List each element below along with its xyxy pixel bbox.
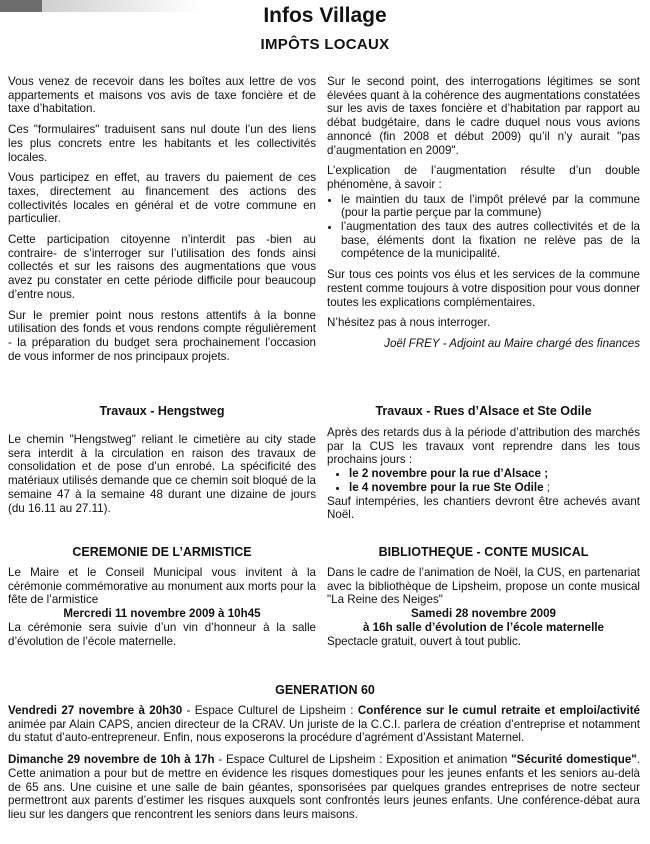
event-title: Conférence sur le cumul retraite et emploi/activité <box>357 704 640 717</box>
impots-paragraph: Cette participation citoyenne n’interdit pas -bien au contraire- de s’interroger sur l’utilisation des fonds ainsi collectés et sur les raisons des augmentations que vous avez pu constater en cette période difficile pour beaucoup d’entre nous. <box>8 233 316 301</box>
armistice-after: La cérémonie sera suivie d’un vin d’honneur à la salle d’évolution de l’école maternelle. <box>8 620 316 648</box>
impots-right-column <box>327 75 640 358</box>
heading-generation: GENERATION 60 <box>275 683 375 697</box>
list-item: • le 2 novembre pour la rue d’Alsace ; <box>349 467 640 481</box>
armistice-block <box>8 566 316 648</box>
event-description: . Cette animation a pour but de mettre en évidence les risques domestiques pour les jeunes enfants et les seniors au-delà de 65 ans. Une cuisine et une salle de bain géantes, sponsorisées par quelques grandes entreprises de notre secteur permettront aux parents d’estimer les risques auxquels sont confrontés leurs jeunes enfants. Une conférence-débat aura lieu sur les dangers que rencontrent les seniors dans leurs maisons. <box>8 753 640 821</box>
list-item: • le maintien du taux de l’impôt prélevé par la commune (pour la partie perçue par la commune) <box>341 193 640 220</box>
generation-block <box>8 704 640 830</box>
bibliotheque-text: Dans le cadre de l’animation de Noël, la CUS, en partenariat avec la bibliothèque de Lipsheim, propose un conte musical "La Reine des Neiges" <box>327 566 640 607</box>
impots-paragraph: N’hésitez pas à nous interroger. <box>327 316 491 330</box>
impots-paragraph: L’explication de l’augmentation résulte d’un double phénomène, à savoir : <box>327 164 640 191</box>
alsace-intro: Après des retards dus à la période d’attribution des marchés par la CUS les travaux vont reprendre dans les tous prochains jours : <box>327 426 640 467</box>
alsace-outro: Sauf intempéries, les chantiers devront être achevés avant Noël. <box>327 494 640 522</box>
impots-paragraph: Sur le premier point nous restons attentifs à la bonne utilisation des fonds et vous rendons compte régulièrement - la préparation du budget sera prochainement l’occasion de vous informer de nos principaux projets. <box>8 308 316 363</box>
alsace-bullet-list <box>327 467 640 494</box>
bibliotheque-after: Spectacle gratuit, ouvert à tout public. <box>327 634 521 648</box>
impots-bullet-list <box>327 193 640 262</box>
impots-paragraph: Sur le second point, des interrogations légitimes se sont élevées quant à la cohérence des augmentations constatées sur les avis de taxes foncière et d’habitation par rapport au débat budgétaire, dans le cadre duquel nous vous avions annoncé (fin 2008 et début 2009) qu’il n’y aurait "pas d’augmentation en 2009". <box>327 75 640 157</box>
event-date: Vendredi 27 novembre à 20h30 <box>8 704 183 717</box>
heading-armistice: CEREMONIE DE L’ARMISTICE <box>72 545 252 559</box>
bibliotheque-place: à 16h salle d’évolution de l’école maternelle <box>363 620 604 634</box>
impots-paragraph: Ces "formulaires" traduisent sans nul doute l’un des liens les plus concrets entre les habitants et les collectivités locales. <box>8 123 316 164</box>
event-description: animée par Alain CAPS, ancien directeur de la CRAV. Un juriste de la C.C.I. parlera de création d’entreprise et notamment du statut d’auto-entrepreneur. Enfin, nous exposerons la procédure d’agrément d’Assistant Maternel. <box>8 717 640 745</box>
impots-paragraph: Vous venez de recevoir dans les boîtes aux lettre de vos appartements et maisons vos avis de taxe foncière et de taxe d’habitation. <box>8 75 316 116</box>
list-item-bold: le 4 novembre pour la rue Ste Odile <box>349 480 544 494</box>
impots-paragraph: Vous participez en effet, au travers du paiement de ces taxes, directement au financement des actions des collectivités locales en général et de votre commune en particulier. <box>8 171 316 226</box>
impots-paragraph: Sur tous ces points vos élus et les services de la commune restent comme toujours à votre disposition pour vous donner toutes les explications complémentaires. <box>327 268 640 309</box>
event-title: "Sécurité domestique" <box>511 753 637 767</box>
event-place: - Espace Culturel de Lipsheim : <box>182 704 358 717</box>
armistice-text: Le Maire et le Conseil Municipal vous invitent à la cérémonie commémorative au monument aux morts pour la fête de l’armistice <box>8 566 316 607</box>
impots-left-column <box>8 75 316 370</box>
heading-bibliotheque: BIBLIOTHEQUE - CONTE MUSICAL <box>378 545 589 559</box>
event-place: - Espace Culturel de Lipsheim : Exposition et animation <box>214 753 512 767</box>
page-title: Infos Village <box>263 4 387 27</box>
armistice-date: Mercredi 11 novembre 2009 à 10h45 <box>63 607 261 621</box>
signature: Joël FREY - Adjoint au Maire chargé des finances <box>384 336 640 350</box>
generation-paragraph <box>8 704 640 745</box>
heading-alsace: Travaux - Rues d’Alsace et Ste Odile <box>375 404 592 418</box>
hengstweg-text: Le chemin "Hengstweg" reliant le cimetière au city stade sera interdit à la circulation en raison des travaux de consolidation et de pose d’un enrobé. La spécificité des matériaux utilisés demande que ce chemin soit bloqué de la semaine 47 à la semaine 48 durant une dizaine de jours (du 16.11 au 27.11). <box>8 433 316 515</box>
generation-paragraph <box>8 753 640 822</box>
list-item: • l’augmentation des taux des autres collectivités et de la base, éléments dont la fixation ne relève pas de la compétence de la municipalité. <box>341 220 640 261</box>
list-item-tail: ; <box>543 480 551 494</box>
heading-hengstweg: Travaux - Hengstweg <box>99 404 225 418</box>
section-title-impots: IMPÔTS LOCAUX <box>260 36 390 53</box>
bibliotheque-block <box>327 566 640 648</box>
bibliotheque-date: Samedi 28 novembre 2009 <box>410 607 556 621</box>
event-date: Dimanche 29 novembre de 10h à 17h <box>8 753 215 767</box>
list-item <box>349 481 640 495</box>
alsace-block <box>327 426 640 522</box>
